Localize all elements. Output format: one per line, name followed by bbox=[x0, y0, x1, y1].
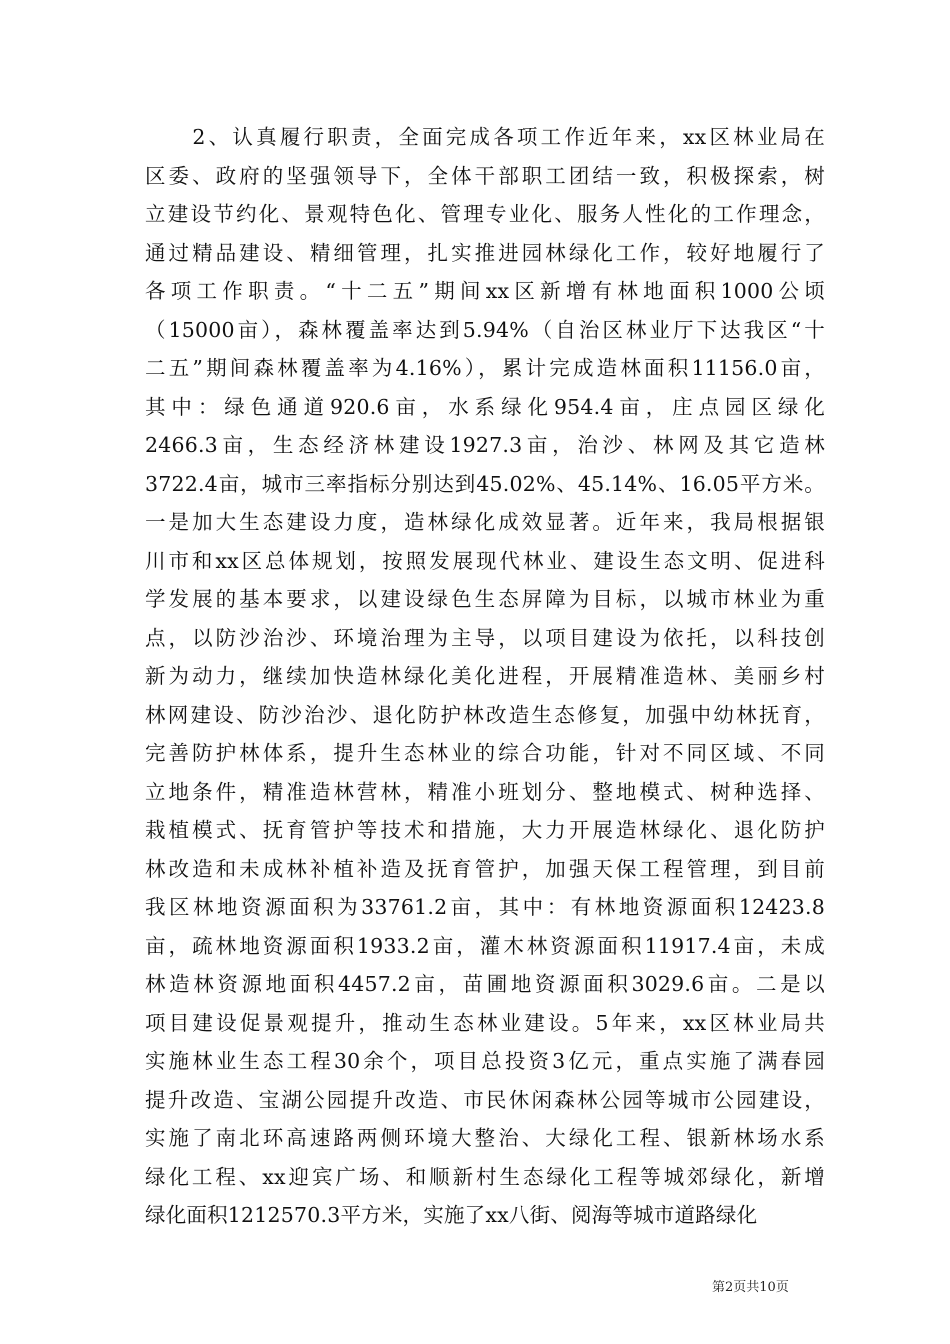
text-line: 2、认真履行职责，全面完成各项工作近年来，xx区林业局在 bbox=[145, 125, 825, 149]
text-line: 林造林资源地面积4457.2亩，苗圃地资源面积3029.6亩。二是以 bbox=[145, 972, 825, 996]
text-line: 亩，疏林地资源面积1933.2亩，灌木林资源面积11917.4亩，未成 bbox=[145, 933, 825, 958]
text-line: 一是加大生态建设力度，造林绿化成效显著。近年来，我局根据银 bbox=[145, 510, 825, 534]
text-line: 点，以防沙治沙、环境治理为主导，以项目建设为依托，以科技创 bbox=[145, 625, 825, 650]
text-line: 学发展的基本要求，以建设绿色生态屏障为目标，以城市林业为重 bbox=[145, 587, 825, 611]
text-line: 3722.4亩，城市三率指标分别达到45.02%、45.14%、16.05平方米。 bbox=[145, 471, 825, 496]
page-number: 第2页共10页 bbox=[712, 1280, 789, 1295]
text-line: 立建设节约化、景观特色化、管理专业化、服务人性化的工作理念， bbox=[145, 202, 825, 226]
text-line: （15000亩），森林覆盖率达到5.94%（自治区林业厅下达我区“十 bbox=[145, 317, 825, 342]
text-line: 新为动力，继续加快造林绿化美化进程，开展精准造林、美丽乡村 bbox=[145, 664, 825, 688]
text-line: 实施林业生态工程30余个，项目总投资3亿元，重点实施了满春园 bbox=[145, 1049, 825, 1073]
text-line: 其中：绿色通道920.6亩，水系绿化954.4亩，庄点园区绿化 bbox=[145, 394, 825, 419]
text-line: 川市和xx区总体规划，按照发展现代林业、建设生态文明、促进科 bbox=[145, 548, 825, 573]
text-line: 完善防护林体系，提升生态林业的综合功能，针对不同区域、不同 bbox=[145, 741, 825, 765]
text-line: 林网建设、防沙治沙、退化防护林改造生态修复，加强中幼林抚育， bbox=[145, 702, 825, 727]
text-line: 区委、政府的坚强领导下，全体干部职工团结一致，积极探索，树 bbox=[145, 163, 825, 188]
text-line: 我区林地资源面积为33761.2亩，其中：有林地资源面积12423.8 bbox=[145, 895, 825, 919]
text-line: 项目建设促景观提升，推动生态林业建设。5年来，xx区林业局共 bbox=[145, 1010, 825, 1035]
text-line: 通过精品建设、精细管理，扎实推进园林绿化工作，较好地履行了 bbox=[145, 240, 825, 265]
text-line: 2466.3亩，生态经济林建设1927.3亩，治沙、林网及其它造林 bbox=[145, 433, 825, 457]
text-line: 林改造和未成林补植补造及抚育管护，加强天保工程管理，到目前 bbox=[145, 856, 825, 881]
text-line: 二五”期间森林覆盖率为4.16%），累计完成造林面积11156.0亩， bbox=[145, 356, 825, 380]
text-line: 立地条件，精准造林营林，精准小班划分、整地模式、树种选择、 bbox=[145, 779, 825, 804]
text-line: 绿化面积1212570.3平方米，实施了xx八街、阅海等城市道路绿化 bbox=[145, 1203, 758, 1227]
text-line: 各项工作职责。“十二五”期间xx区新增有林地面积1000公顷 bbox=[145, 279, 825, 303]
text-line: 绿化工程、xx迎宾广场、和顺新村生态绿化工程等城郊绿化，新增 bbox=[145, 1164, 825, 1189]
body-text bbox=[145, 118, 825, 1235]
text-line: 栽植模式、抚育管护等技术和措施，大力开展造林绿化、退化防护 bbox=[145, 818, 825, 842]
text-line: 提升改造、宝湖公园提升改造、市民休闲森林公园等城市公园建设， bbox=[145, 1087, 825, 1112]
text-line: 实施了南北环高速路两侧环境大整治、大绿化工程、银新林场水系 bbox=[145, 1126, 825, 1150]
